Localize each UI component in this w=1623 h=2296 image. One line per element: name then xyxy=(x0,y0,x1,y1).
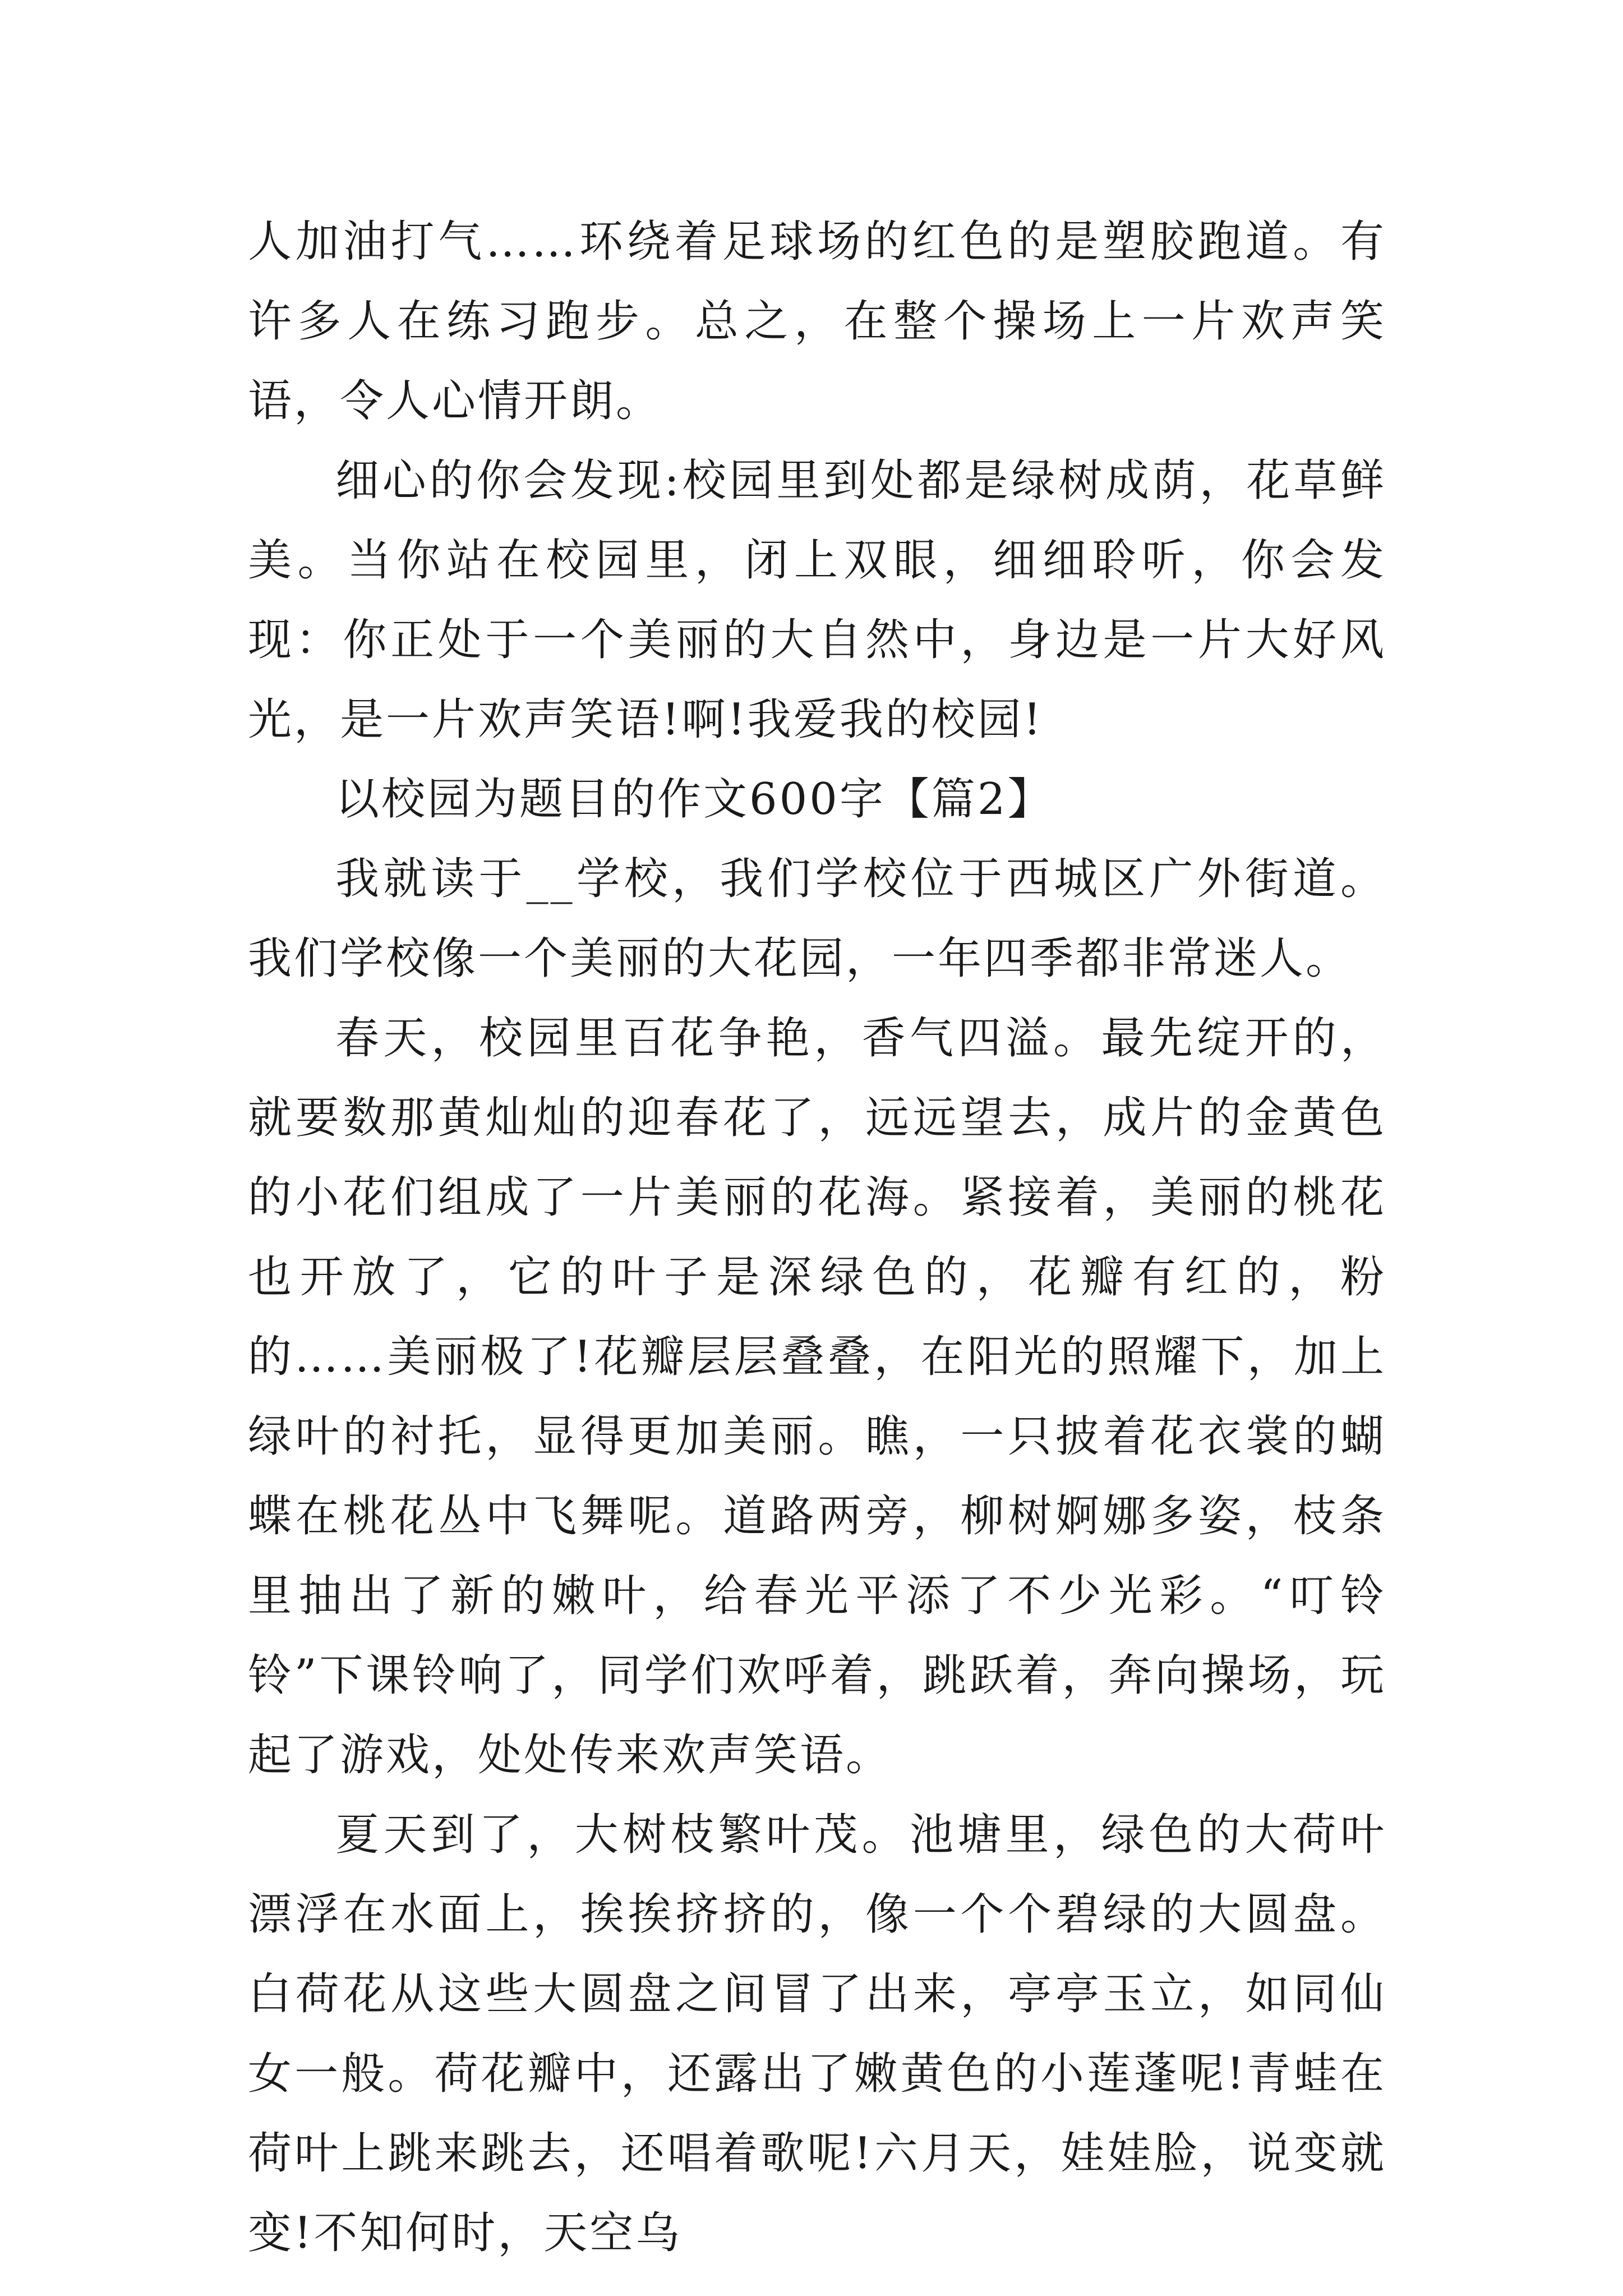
paragraph-summer: 夏天到了，大树枝繁叶茂。池塘里，绿色的大荷叶漂浮在水面上，挨挨挤挤的，像一个个碧绿的大圆盘。白荷花从这些大圆盘之间冒了出来，亭亭玉立，如同仙女一般。荷花瓣中，还露出了嫩黄色的小莲蓬呢!青蛙在荷叶上跳来跳去，还唱着歌呢!六月天，娃娃脸，说变就变!不知何时，天空乌 xyxy=(248,1810,1386,2258)
paragraph-spring: 春天，校园里百花争艳，香气四溢。最先绽开的，就要数那黄灿灿的迎春花了，远远望去，成片的金黄色的小花们组成了一片美丽的花海。紧接着，美丽的桃花也开放了，它的叶子是深绿色的，花瓣有红的，粉的……美丽极了!花瓣层层叠叠，在阳光的照耀下，加上绿叶的衬托，显得更加美丽。瞧，一只披着花衣裳的蝴蝶在桃花丛中飞舞呢。道路两旁，柳树婀娜多姿，枝条里抽出了新的嫩叶，给春光平添了不少光彩。“叮铃铃”下课铃响了，同学们欢呼着，跳跃着，奔向操场，玩起了游戏，处处传来欢声笑语。 xyxy=(248,1013,1386,1780)
paragraph-intro-continued: 人加油打气……环绕着足球场的红色的是塑胶跑道。有许多人在练习跑步。总之，在整个操场上一片欢声笑语，令人心情开朗。 xyxy=(248,217,1386,426)
section-title: 以校园为题目的作文600字【篇2】 xyxy=(335,774,1054,825)
paragraph-school-intro: 我就读于__学校，我们学校位于西城区广外街道。我们学校像一个美丽的大花园，一年四季都非常迷人。 xyxy=(248,854,1386,984)
paragraph-observation: 细心的你会发现:校园里到处都是绿树成荫，花草鲜美。当你站在校园里，闭上双眼，细细聆听，你会发现：你正处于一个美丽的大自然中，身边是一片大好风光，是一片欢声笑语!啊!我爱我的校园! xyxy=(248,455,1386,745)
document-body xyxy=(248,202,1386,2273)
